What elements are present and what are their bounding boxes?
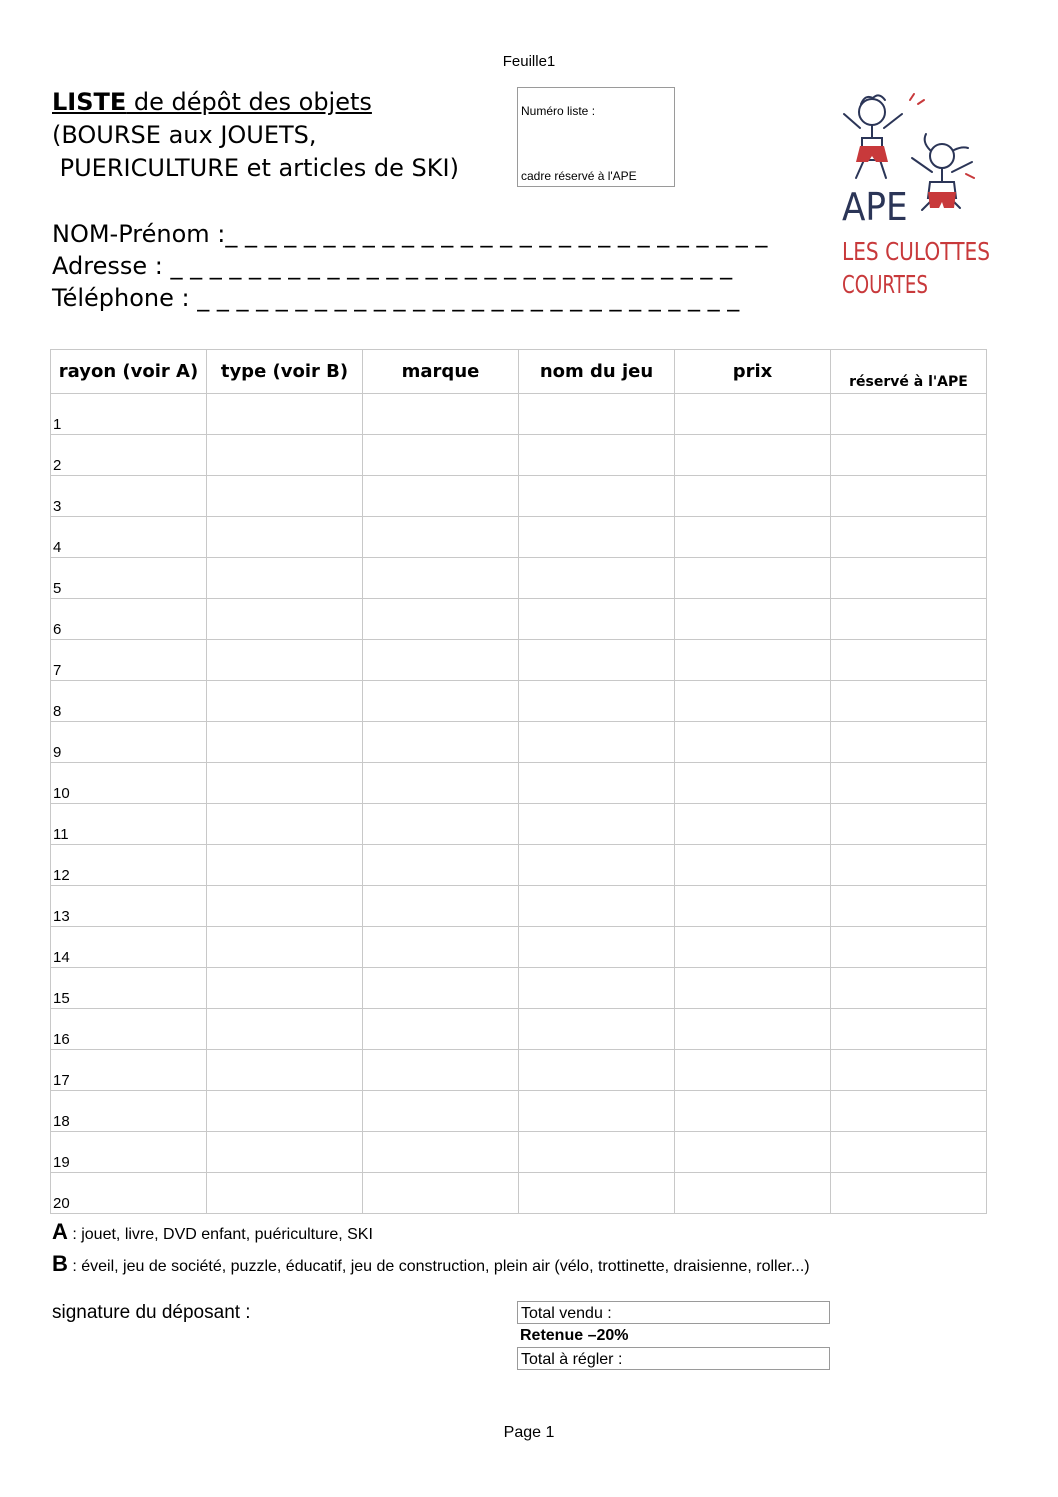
row-number-cell[interactable]: 7 (51, 640, 207, 681)
row-number-cell[interactable]: 16 (51, 1009, 207, 1050)
reserved-note: cadre réservé à l'APE (521, 169, 637, 183)
table-cell[interactable] (519, 722, 675, 763)
table-row (51, 1173, 987, 1214)
table-cell[interactable] (675, 927, 831, 968)
table-cell[interactable] (519, 1091, 675, 1132)
table-cell[interactable] (207, 517, 363, 558)
table-cell[interactable] (831, 435, 987, 476)
name-field[interactable]: NOM-Prénom :_ _ _ _ _ _ _ _ _ _ _ _ _ _ _ _ _ _ _ _ _ _ _ _ _ _ _ _ (52, 220, 768, 248)
table-row (51, 558, 987, 599)
table-cell[interactable] (207, 1132, 363, 1173)
table-cell[interactable] (519, 394, 675, 435)
table-row (51, 1050, 987, 1091)
table-cell[interactable] (519, 640, 675, 681)
table-cell[interactable] (675, 558, 831, 599)
table-cell[interactable] (831, 763, 987, 804)
table-cell[interactable] (363, 681, 519, 722)
table-cell[interactable] (207, 1173, 363, 1214)
table-cell[interactable] (363, 1132, 519, 1173)
table-cell[interactable] (831, 681, 987, 722)
table-row (51, 599, 987, 640)
logo-line-3: COURTES (842, 270, 928, 299)
table-cell[interactable] (363, 722, 519, 763)
table-cell[interactable] (831, 476, 987, 517)
total-a-regler: Total à régler : (517, 1347, 830, 1370)
page-number: Page 1 (503, 1424, 555, 1441)
table-cell[interactable] (831, 968, 987, 1009)
table-cell[interactable] (831, 640, 987, 681)
row-number-cell[interactable]: 3 (51, 476, 207, 517)
table-cell[interactable] (831, 886, 987, 927)
table-cell[interactable] (363, 558, 519, 599)
row-number-cell[interactable]: 19 (51, 1132, 207, 1173)
table-cell[interactable] (363, 1009, 519, 1050)
table-row (51, 394, 987, 435)
table-cell[interactable] (363, 435, 519, 476)
table-cell[interactable] (519, 968, 675, 1009)
table-cell[interactable] (519, 476, 675, 517)
table-cell[interactable] (675, 681, 831, 722)
ape-logo (834, 88, 994, 303)
table-cell[interactable] (207, 435, 363, 476)
table-cell[interactable] (363, 927, 519, 968)
table-cell[interactable] (207, 722, 363, 763)
col-marque: marque (363, 350, 519, 394)
table-cell[interactable] (831, 722, 987, 763)
table-cell[interactable] (363, 599, 519, 640)
row-number-cell[interactable]: 18 (51, 1091, 207, 1132)
table-cell[interactable] (675, 845, 831, 886)
table-cell[interactable] (519, 517, 675, 558)
list-number-label: Numéro liste : (521, 104, 596, 118)
table-cell[interactable] (363, 476, 519, 517)
legend-a (52, 1219, 373, 1245)
table-cell[interactable] (831, 1009, 987, 1050)
table-cell[interactable] (519, 1132, 675, 1173)
address-field[interactable]: Adresse : _ _ _ _ _ _ _ _ _ _ _ _ _ _ _ _ _ _ _ _ _ _ _ _ _ _ _ _ _ (52, 252, 733, 280)
table-cell[interactable] (519, 599, 675, 640)
table-row (51, 1132, 987, 1173)
title-rest: de dépôt des objets (126, 88, 372, 116)
table-cell[interactable] (207, 968, 363, 1009)
row-number-cell[interactable]: 4 (51, 517, 207, 558)
title-bold-word: LISTE (52, 88, 127, 116)
table-cell[interactable] (831, 804, 987, 845)
table-cell[interactable] (675, 640, 831, 681)
table-row (51, 435, 987, 476)
table-cell[interactable] (675, 435, 831, 476)
row-number-cell[interactable]: 6 (51, 599, 207, 640)
row-number-cell[interactable]: 5 (51, 558, 207, 599)
row-number-cell[interactable]: 20 (51, 1173, 207, 1214)
boy-illustration-icon (844, 95, 902, 178)
table-cell[interactable] (363, 1050, 519, 1091)
table-cell[interactable] (207, 394, 363, 435)
table-row (51, 640, 987, 681)
table-cell[interactable] (207, 1050, 363, 1091)
table-cell[interactable] (831, 1132, 987, 1173)
retenue: Retenue –20% (520, 1327, 629, 1344)
table-cell[interactable] (207, 763, 363, 804)
table-cell[interactable] (363, 886, 519, 927)
table-cell[interactable] (831, 517, 987, 558)
table-cell[interactable] (207, 1009, 363, 1050)
table-row (51, 968, 987, 1009)
table-cell[interactable] (675, 1173, 831, 1214)
table-cell[interactable] (207, 640, 363, 681)
total-vendu: Total vendu : (517, 1301, 830, 1324)
table-row (51, 722, 987, 763)
logo-ape: APE (842, 185, 908, 229)
table-cell[interactable] (207, 927, 363, 968)
row-number-cell[interactable]: 9 (51, 722, 207, 763)
table-cell[interactable] (831, 394, 987, 435)
table-cell[interactable] (363, 1091, 519, 1132)
table-cell[interactable] (675, 886, 831, 927)
table-row (51, 886, 987, 927)
table-header-row (51, 350, 987, 394)
table-cell[interactable] (363, 640, 519, 681)
row-number-cell[interactable]: 12 (51, 845, 207, 886)
table-cell[interactable] (675, 804, 831, 845)
table-row (51, 681, 987, 722)
table-cell[interactable] (519, 927, 675, 968)
col-reserve-ape: réservé à l'APE (831, 350, 987, 394)
table-cell[interactable] (519, 558, 675, 599)
phone-field[interactable]: Téléphone : _ _ _ _ _ _ _ _ _ _ _ _ _ _ _ _ _ _ _ _ _ _ _ _ _ _ _ _ (52, 284, 740, 312)
row-number-cell[interactable]: 15 (51, 968, 207, 1009)
table-cell[interactable] (207, 1091, 363, 1132)
table-cell[interactable] (363, 845, 519, 886)
items-table (50, 349, 987, 1214)
reserved-box (517, 87, 675, 187)
table-cell[interactable] (207, 845, 363, 886)
table-cell[interactable] (675, 763, 831, 804)
table-cell[interactable] (831, 1050, 987, 1091)
sheet-name: Feuille1 (502, 53, 556, 70)
table-cell[interactable] (675, 476, 831, 517)
table-cell[interactable] (519, 435, 675, 476)
table-cell[interactable] (831, 1173, 987, 1214)
table-cell[interactable] (363, 1173, 519, 1214)
row-number-cell[interactable]: 1 (51, 394, 207, 435)
table-cell[interactable] (519, 1050, 675, 1091)
legend-b (52, 1251, 810, 1277)
signature-label: signature du déposant : (52, 1302, 251, 1323)
table-cell[interactable] (207, 804, 363, 845)
row-number-cell[interactable]: 11 (51, 804, 207, 845)
depositor-fields (52, 218, 767, 314)
row-number-cell[interactable]: 8 (51, 681, 207, 722)
col-prix: prix (675, 350, 831, 394)
table-row (51, 476, 987, 517)
table-cell[interactable] (675, 1009, 831, 1050)
table-cell[interactable] (519, 681, 675, 722)
table-cell[interactable] (363, 968, 519, 1009)
table-cell[interactable] (831, 1091, 987, 1132)
row-number-cell[interactable]: 17 (51, 1050, 207, 1091)
legend-b-text: : éveil, jeu de société, puzzle, éducatif, jeu de construction, plein air (vélo, trottinette, draisienne, roller...) (67, 1258, 810, 1275)
table-cell[interactable] (363, 763, 519, 804)
table-cell[interactable] (831, 599, 987, 640)
table-cell[interactable] (519, 804, 675, 845)
row-number-cell[interactable]: 2 (51, 435, 207, 476)
row-number-cell[interactable]: 14 (51, 927, 207, 968)
table-cell[interactable] (675, 722, 831, 763)
table-cell[interactable] (519, 845, 675, 886)
table-cell[interactable] (675, 1132, 831, 1173)
table-row (51, 845, 987, 886)
table-row (51, 763, 987, 804)
legend-a-text: : jouet, livre, DVD enfant, puériculture, SKI (67, 1226, 373, 1243)
table-cell[interactable] (519, 763, 675, 804)
table-row (51, 1091, 987, 1132)
table-cell[interactable] (675, 394, 831, 435)
table-row (51, 517, 987, 558)
table-cell[interactable] (675, 599, 831, 640)
legend-a-key: A (52, 1219, 68, 1244)
table-cell[interactable] (363, 804, 519, 845)
table-cell[interactable] (675, 1050, 831, 1091)
table-cell[interactable] (207, 681, 363, 722)
table-cell[interactable] (207, 558, 363, 599)
table-cell[interactable] (831, 558, 987, 599)
table-cell[interactable] (519, 886, 675, 927)
table-cell[interactable] (207, 476, 363, 517)
row-number-cell[interactable]: 13 (51, 886, 207, 927)
col-type: type (voir B) (207, 350, 363, 394)
logo-line-2: LES CULOTTES (842, 237, 990, 266)
table-cell[interactable] (519, 1173, 675, 1214)
table-cell[interactable] (675, 517, 831, 558)
girl-skirt-icon (928, 192, 956, 208)
table-row (51, 804, 987, 845)
table-cell[interactable] (831, 845, 987, 886)
table-cell[interactable] (207, 599, 363, 640)
table-cell[interactable] (675, 968, 831, 1009)
col-nom-du-jeu: nom du jeu (519, 350, 675, 394)
table-cell[interactable] (519, 1009, 675, 1050)
document-title (52, 86, 459, 185)
table-row (51, 927, 987, 968)
title-line-2: (BOURSE aux JOUETS, (52, 121, 317, 149)
totals-box (517, 1301, 830, 1370)
table-cell[interactable] (363, 517, 519, 558)
legend-b-key: B (52, 1251, 68, 1276)
row-number-cell[interactable]: 10 (51, 763, 207, 804)
col-rayon: rayon (voir A) (51, 350, 207, 394)
table-row (51, 1009, 987, 1050)
table-cell[interactable] (207, 886, 363, 927)
title-line-3: PUERICULTURE et articles de SKI) (52, 154, 459, 182)
table-cell[interactable] (831, 927, 987, 968)
table-cell[interactable] (363, 394, 519, 435)
table-cell[interactable] (675, 1091, 831, 1132)
